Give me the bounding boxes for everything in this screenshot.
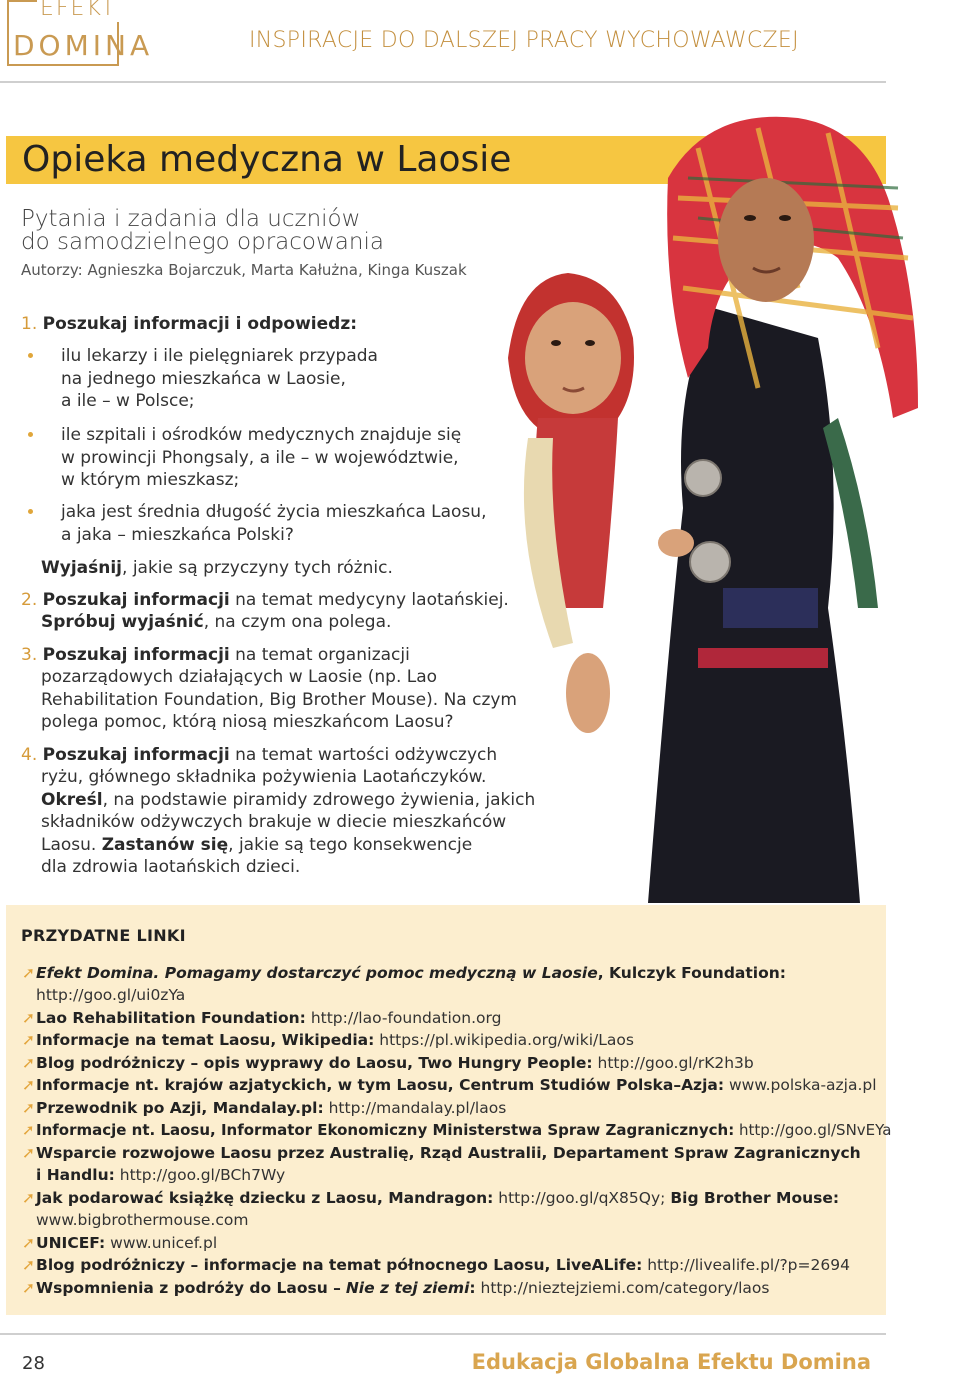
question-2: [21, 589, 509, 612]
link-item[interactable]: [22, 1232, 217, 1255]
footer-brand: Edukacja Globalna Efektu Domina: [471, 1350, 871, 1374]
link-item[interactable]: [22, 1007, 501, 1030]
link-source: Jak podarować książkę dziecku z Laosu, Mandragon:: [36, 1189, 494, 1207]
link-url[interactable]: www.polska-azja.pl: [729, 1076, 877, 1094]
arrow-icon: ➚: [22, 1279, 35, 1297]
list-item: [61, 501, 486, 546]
authors: Autorzy: Agnieszka Bojarczuk, Marta Kałużna, Kinga Kuszak: [21, 261, 467, 279]
link-item[interactable]: [22, 1142, 861, 1165]
text-line: polega pomoc, którą niosą mieszkańcom Laosu?: [41, 712, 454, 732]
bullet-icon: [28, 353, 33, 358]
link-url[interactable]: http://lao-foundation.org: [310, 1009, 502, 1027]
text-line: Rehabilitation Foundation, Big Brother Mouse). Na czym: [41, 689, 517, 710]
arrow-icon: ➚: [22, 1031, 35, 1049]
list-item-line: w którym mieszkasz;: [61, 470, 240, 490]
link-url[interactable]: http://goo.gl/rK2h3b: [597, 1054, 754, 1072]
arrow-icon: ➚: [22, 1076, 35, 1094]
page-title: Opieka medyczna w Laosie: [22, 139, 512, 180]
text: , jakie są przyczyny tych różnic.: [122, 558, 393, 578]
link-url[interactable]: http://goo.gl/qX85Qy;: [498, 1189, 666, 1207]
link-colon: :: [469, 1279, 476, 1297]
logo: [7, 0, 154, 66]
link-source: Wspomnienia z podróży do Laosu –: [36, 1279, 341, 1297]
explain-line: [41, 557, 393, 580]
list-item-line: ilu lekarzy i ile pielęgniarek przypada: [61, 346, 378, 366]
link-title: Nie z tej ziemi: [345, 1279, 470, 1297]
subtitle: [21, 208, 384, 254]
question-number: 2.: [21, 590, 38, 610]
link-source: Przewodnik po Azji, Mandalay.pl:: [36, 1099, 324, 1117]
link-url[interactable]: www.unicef.pl: [110, 1234, 218, 1252]
page-number: 28: [22, 1353, 45, 1374]
link-item[interactable]: [22, 1097, 506, 1120]
link-url[interactable]: http://nieztejziemi.com/category/laos: [480, 1279, 770, 1297]
header-divider: [0, 81, 886, 83]
question-4: [21, 744, 497, 767]
emphasis: Zastanów się: [101, 834, 229, 855]
text-line: [41, 834, 535, 857]
link-item[interactable]: [22, 1119, 891, 1142]
text-line: [41, 789, 535, 812]
list-item-line: na jednego mieszkańca w Laosie,: [61, 368, 346, 389]
text: , na podstawie piramidy zdrowego żywienia, jakich: [102, 789, 536, 810]
emphasis: Wyjaśnij: [41, 558, 123, 578]
logo-top-text: EFEKT: [37, 0, 120, 22]
emphasis: Spróbuj wyjaśnić: [41, 612, 204, 632]
link-url[interactable]: https://pl.wikipedia.org/wiki/Laos: [379, 1031, 634, 1049]
link-url[interactable]: www.bigbrothermouse.com: [36, 1211, 249, 1229]
text: na temat wartości odżywczych: [229, 745, 498, 765]
arrow-icon: ➚: [22, 1189, 35, 1207]
emphasis: Określ: [41, 789, 103, 810]
photo-woman-with-child: [498, 88, 932, 903]
link-source: Wsparcie rozwojowe Laosu przez Australię, Rząd Australii, Departament Spraw Zagranicznych: [36, 1144, 861, 1162]
text-line: składników odżywczych brakuje w diecie mieszkańców: [41, 812, 507, 832]
bullet-icon: [28, 509, 33, 514]
link-source: Informacje na temat Laosu, Wikipedia:: [36, 1031, 375, 1049]
link-item[interactable]: [36, 1164, 285, 1187]
list-item-line: ile szpitali i ośrodków medycznych znajduje się: [61, 425, 462, 445]
text-line: pozarządowych działających w Laosie (np. Lao: [41, 667, 438, 687]
arrow-icon: ➚: [22, 1144, 35, 1162]
question-3: [21, 644, 410, 667]
list-item-line: w prowincji Phongsaly, a ile – w województwie,: [61, 447, 459, 468]
arrow-icon: ➚: [22, 1256, 35, 1274]
footer-divider: [0, 1333, 886, 1335]
arrow-icon: ➚: [22, 964, 35, 982]
text-line: dla zdrowia laotańskich dzieci.: [41, 857, 301, 877]
arrow-icon: ➚: [22, 1234, 35, 1252]
question-1-heading: Poszukaj informacji i odpowiedz:: [42, 314, 358, 334]
subtitle-line: Pytania i zadania dla uczniów: [21, 206, 361, 232]
link-item[interactable]: [22, 1074, 877, 1097]
link-title: Efekt Domina. Pomagamy dostarczyć pomoc medyczną w Laosie: [36, 964, 598, 982]
question-number: 4.: [21, 745, 38, 765]
arrow-icon: ➚: [22, 1054, 35, 1072]
link-url[interactable]: http://mandalay.pl/laos: [328, 1099, 507, 1117]
link-url[interactable]: http://goo.gl/SNvEYa: [738, 1121, 892, 1139]
question-3-body: [41, 666, 517, 734]
subtitle-line: do samodzielnego opracowania: [21, 229, 384, 255]
link-source: , Kulczyk Foundation:: [597, 964, 786, 982]
list-item-line: jaka jest średnia długość życia mieszkańca Laosu,: [61, 502, 487, 522]
link-source: Big Brother Mouse:: [670, 1189, 840, 1207]
link-item[interactable]: [22, 1187, 839, 1210]
link-source: Informacje nt. Laosu, Informator Ekonomiczny Ministerstwa Spraw Zagranicznych:: [36, 1121, 735, 1139]
link-source: Blog podróżniczy – opis wyprawy do Laosu, Two Hungry People:: [36, 1054, 593, 1072]
emphasis: Poszukaj informacji: [42, 590, 230, 610]
arrow-icon: ➚: [22, 1009, 35, 1027]
text: , jakie są tego konsekwencje: [228, 834, 473, 855]
emphasis: Poszukaj informacji: [42, 745, 230, 765]
text-line: ryżu, głównego składnika pożywienia Laotańczyków.: [41, 767, 487, 787]
link-item[interactable]: [22, 1254, 850, 1277]
link-source: i Handlu:: [36, 1166, 115, 1184]
list-item-line: a jaka – mieszkańca Polski?: [61, 524, 294, 545]
question-number: 3.: [21, 645, 38, 665]
text: , na czym ona polega.: [203, 612, 392, 632]
emphasis: Poszukaj informacji: [42, 645, 230, 665]
link-item[interactable]: [22, 1277, 769, 1300]
arrow-icon: ➚: [22, 1121, 35, 1139]
links-title: PRZYDATNE LINKI: [21, 926, 186, 945]
link-item[interactable]: [22, 962, 786, 985]
question-number: 1.: [21, 314, 38, 334]
list-item-line: a ile – w Polsce;: [61, 391, 195, 411]
link-source: Informacje nt. krajów azjatyckich, w tym Laosu, Centrum Studiów Polska–Azja:: [36, 1076, 725, 1094]
link-item[interactable]: [22, 1052, 754, 1075]
question-4-body: [41, 766, 535, 879]
bullet-icon: [28, 432, 33, 437]
link-source: Lao Rehabilitation Foundation:: [36, 1009, 306, 1027]
arrow-icon: ➚: [22, 1099, 35, 1117]
header-title: INSPIRACJE DO DALSZEJ PRACY WYCHOWAWCZEJ: [249, 28, 799, 53]
link-source: Blog podróżniczy – informacje na temat północnego Laosu, LiveALife:: [36, 1256, 643, 1274]
link-url[interactable]: http://goo.gl/BCh7Wy: [119, 1166, 286, 1184]
link-url[interactable]: http://livealife.pl/?p=2694: [647, 1256, 850, 1274]
list-item: [61, 424, 461, 492]
question-2-line: [41, 611, 391, 634]
list-item: [61, 345, 378, 413]
text: na temat organizacji: [229, 645, 410, 665]
text: Laosu.: [41, 834, 102, 855]
link-url[interactable]: http://goo.gl/ui0zYa: [36, 986, 186, 1004]
link-source: UNICEF:: [36, 1234, 106, 1252]
link-item[interactable]: [22, 1029, 634, 1052]
question-1: [21, 313, 357, 336]
logo-bottom-text: DOMINA: [13, 29, 154, 62]
text: na temat medycyny laotańskiej.: [229, 590, 509, 610]
